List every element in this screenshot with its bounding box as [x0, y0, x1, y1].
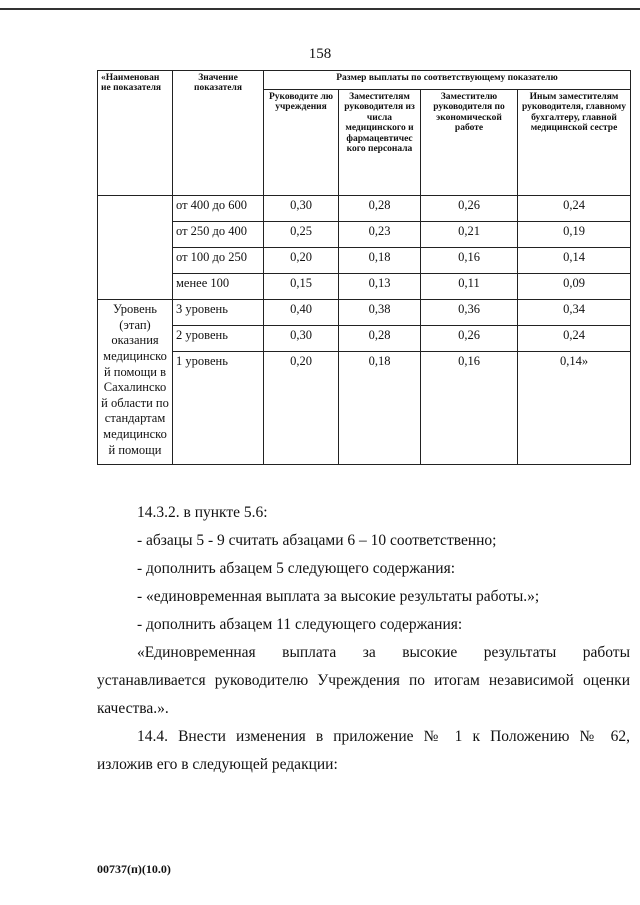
- paragraph-quote-1: - «единовременная выплата за высокие результаты работы.»;: [137, 588, 540, 605]
- header-indicator-name: «Наименован ие показателя: [98, 71, 173, 196]
- paragraph-abzacy: - абзацы 5 - 9 считать абзацами 6 – 10 соответственно;: [137, 532, 497, 549]
- paragraph-quote-2-line2: устанавливается руководителю Учреждения по итогам независимой оценки: [97, 672, 630, 689]
- paragraph-14-3-2: 14.3.2. в пункте 5.6:: [137, 504, 268, 521]
- value-cell: 0,16: [421, 352, 518, 465]
- paragraph-add-11: - дополнить абзацем 11 следующего содержания:: [137, 616, 463, 633]
- header-payment-size: Размер выплаты по соответствующему показателю: [264, 71, 631, 90]
- value-cell: 0,18: [339, 248, 421, 274]
- paragraph-quote-2-line1: «Единовременная выплата за высокие результаты работы: [137, 644, 630, 661]
- value-cell: 0,23: [339, 222, 421, 248]
- table-row: [98, 274, 631, 300]
- value-cell: 0,20: [264, 352, 339, 465]
- indicator-name-level: Уровень (этап) оказания медицинско й помощи в Сахалинско й области по стандартам медицинско й помощи: [98, 300, 173, 465]
- table-row: [98, 300, 631, 326]
- indicator-range: 2 уровень: [173, 326, 264, 352]
- value-cell: 0,40: [264, 300, 339, 326]
- value-cell: 0,30: [264, 196, 339, 222]
- value-cell: 0,16: [421, 248, 518, 274]
- value-cell: 0,18: [339, 352, 421, 465]
- table-row: [98, 196, 631, 222]
- value-cell: 0,15: [264, 274, 339, 300]
- document-footer-code: 00737(п)(10.0): [97, 862, 171, 876]
- header-indicator-value: Значение показателя: [173, 71, 264, 196]
- value-cell: 0,24: [518, 196, 631, 222]
- value-cell: 0,24: [518, 326, 631, 352]
- value-cell: 0,38: [339, 300, 421, 326]
- value-cell: 0,34: [518, 300, 631, 326]
- indicator-range: менее 100: [173, 274, 264, 300]
- table-row: [98, 222, 631, 248]
- value-cell: 0,26: [421, 326, 518, 352]
- value-cell: 0,20: [264, 248, 339, 274]
- indicator-range: от 250 до 400: [173, 222, 264, 248]
- value-cell: 0,30: [264, 326, 339, 352]
- value-cell: 0,28: [339, 326, 421, 352]
- value-cell: 0,13: [339, 274, 421, 300]
- header-other-deputies: Иным заместителям руководителя, главному бухгалтеру, главной медицинской сестре: [518, 90, 631, 196]
- value-cell: 0,28: [339, 196, 421, 222]
- header-medical-deputies: Заместителям руководителя из числа медицинского и фармацевтичес кого персонала: [339, 90, 421, 196]
- indicator-range: 1 уровень: [173, 352, 264, 465]
- value-cell: 0,09: [518, 274, 631, 300]
- indicator-range: от 100 до 250: [173, 248, 264, 274]
- paragraph-quote-2-line3: качества.».: [97, 700, 169, 717]
- header-head: Руководите лю учреждения: [264, 90, 339, 196]
- table-row: [98, 352, 631, 465]
- header-economic-deputy: Заместителю руководителя по экономической работе: [421, 90, 518, 196]
- page-number: 158: [308, 46, 332, 62]
- value-cell: 0,14»: [518, 352, 631, 465]
- value-cell: 0,14: [518, 248, 631, 274]
- indicator-range: от 400 до 600: [173, 196, 264, 222]
- payment-table: [97, 70, 631, 465]
- value-cell: 0,36: [421, 300, 518, 326]
- value-cell: 0,25: [264, 222, 339, 248]
- paragraph-14-4-line2: изложив его в следующей редакции:: [97, 756, 338, 773]
- indicator-range: 3 уровень: [173, 300, 264, 326]
- table-row: [98, 248, 631, 274]
- indicator-name-blank: [98, 196, 173, 300]
- value-cell: 0,21: [421, 222, 518, 248]
- top-border-line: [0, 8, 640, 10]
- value-cell: 0,11: [421, 274, 518, 300]
- paragraph-add-5: - дополнить абзацем 5 следующего содержания:: [137, 560, 456, 577]
- paragraph-14-4-line1: 14.4. Внести изменения в приложение № 1 к Положению № 62,: [137, 728, 630, 745]
- value-cell: 0,19: [518, 222, 631, 248]
- value-cell: 0,26: [421, 196, 518, 222]
- table-row: [98, 326, 631, 352]
